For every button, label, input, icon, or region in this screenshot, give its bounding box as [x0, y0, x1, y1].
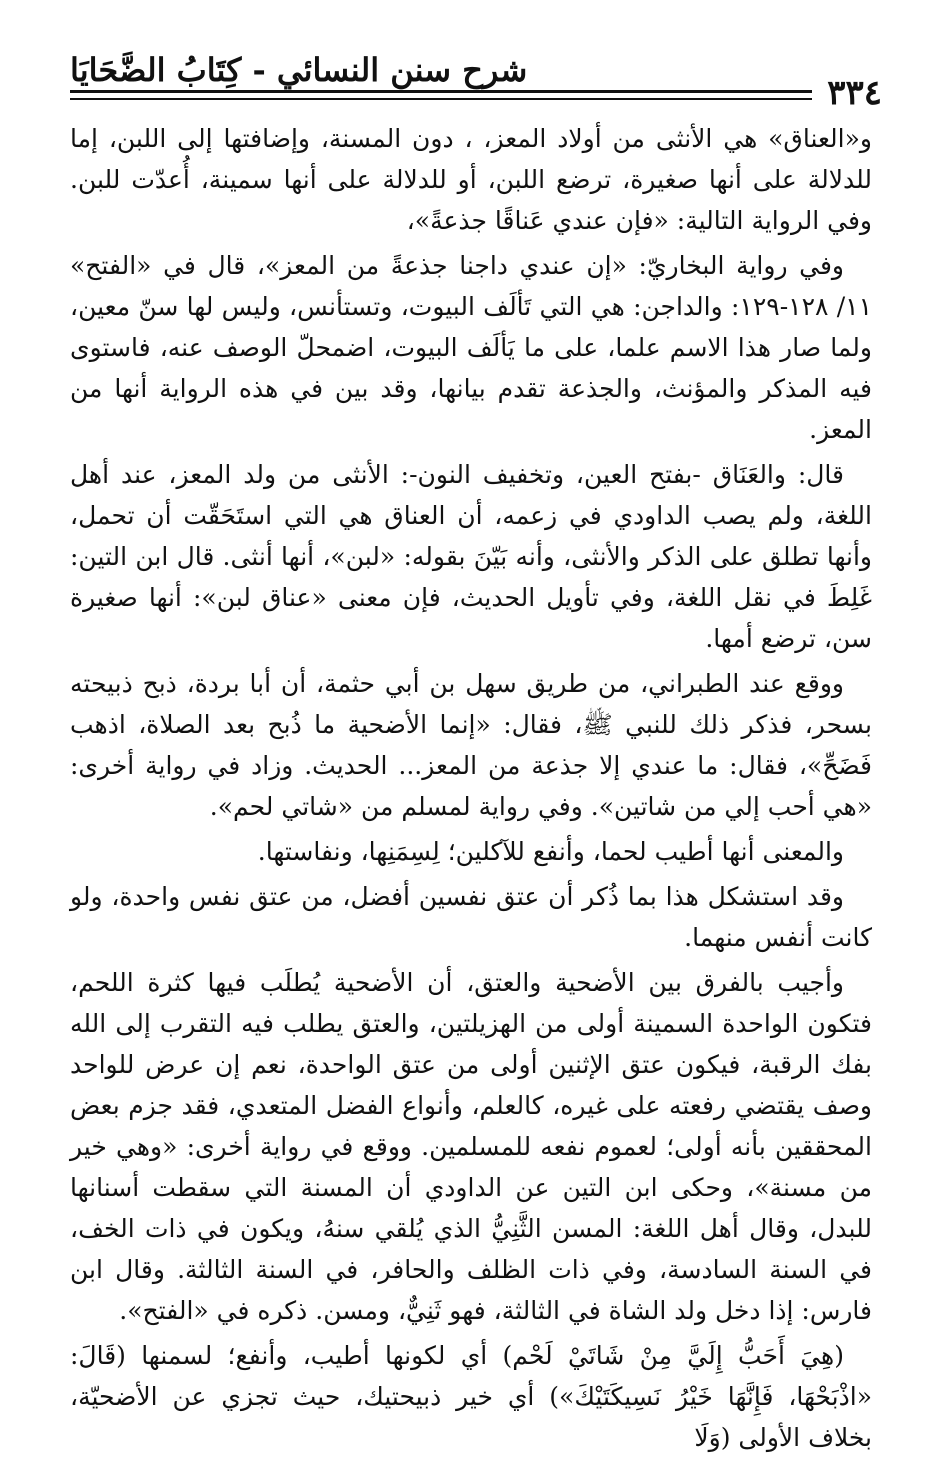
header-rule-bottom	[70, 98, 812, 100]
paragraph: وفي رواية البخاريّ: «إن عندي داجنا جذعةً من المعز»، قال في «الفتح» ١١/ ١٢٨-١٢٩: والداجن: هي التي تَألَف البيوت، وتستأنس، وليس لها سنّ معين، ولما صار هذا الاسم علما، على ما يَألَف البيوت، اضمحلّ الوصف عنه، فاستوى فيه المذكر والمؤنث، والجذعة تقدم بيانها، وقد بين في هذه الرواية أنها من المعز.	[70, 251, 873, 444]
paragraph: (هِيَ أَحَبُّ إِلَيَّ مِنْ شَاتَيْ لَحْم) أي لكونها أطيب، وأنفع؛ لسمنها (قَالَ: «اذْبَحْهَا، فَإِنَّهَا خَيْرُ نَسِيكَتَيْكَ») أي خير ذبيحتيك، حيث تجزي عن الأضحيّة، بخلاف الأولى (وَلَا	[70, 1341, 872, 1452]
page-body	[70, 118, 872, 1462]
running-title: شرح سنن النسائي - كِتَابُ الضَّحَايَا	[70, 51, 528, 89]
paragraph: ووقع عند الطبراني، من طريق سهل بن أبي حثمة، أن أبا بردة، ذبح ذبيحته بسحر، فذكر ذلك للنبي ﷺ، فقال: «إنما الأضحية ما ذُبح بعد الصلاة، اذهب فَضَحِّ»، فقال: ما عندي إلا جذعة من المعز... الحديث. وزاد في رواية أخرى: «هي أحب إلي من شاتين». وفي رواية لمسلم من «شاتي لحم».	[70, 669, 872, 821]
paragraph: و«العناق» هي الأنثى من أولاد المعز، ، دون المسنة، وإضافتها إلى اللبن، إما للدلالة على أنها صغيرة، ترضع اللبن، أو للدلالة على أنها سمينة، أُعدّت للبن. وفي الرواية التالية: «فإن عندي عَناقًا جذعةً»،	[70, 124, 872, 235]
paragraph: وأجيب بالفرق بين الأضحية والعتق، أن الأضحية يُطلَب فيها كثرة اللحم، فتكون الواحدة السمينة أولى من الهزيلتين، والعتق يطلب فيه التقرب إلى الله بفك الرقبة، فيكون عتق الإثنين أولى من عتق الواحدة، نعم إن عرض للواحد وصف يقتضي رفعته على غيره، كالعلم، وأنواع الفضل المتعدي، فقد جزم بعض المحققين بأنه أولى؛ لعموم نفعه للمسلمين. ووقع في رواية أخرى: «وهي خير من مسنة»، وحكى ابن التين عن الداودي أن المسنة التي سقطت أسنانها للبدل، وقال أهل اللغة: المسن الثَّنِيُّ الذي يُلقي سنهُ، ويكون في ذات الخف، في السنة السادسة، وفي ذات الظلف والحافر، في السنة الثالثة. وقال ابن فارس: إذا دخل ولد الشاة في الثالثة، فهو ثَنِيٌّ، ومسن. ذكره في «الفتح».	[70, 968, 872, 1325]
paragraph: قال: والعَنَاق -بفتح العين، وتخفيف النون-: الأنثى من ولد المعز، عند أهل اللغة، ولم يصب الداودي في زعمه، أن العناق هي التي استَحَقّت أن تحمل، وأنها تطلق على الذكر والأنثى، وأنه بَيّنَ بقوله: «لبن»، أنها أنثى. قال ابن التين: غَلِطَ في نقل اللغة، وفي تأويل الحديث، فإن معنى «عناق لبن»: أنها صغيرة سن، ترضع أمها.	[70, 460, 872, 653]
page-number: ٣٣٤	[827, 73, 882, 113]
header-rule-top	[70, 90, 812, 93]
paragraph: والمعنى أنها أطيب لحما، وأنفع للآكلين؛ لِسِمَنِها، ونفاستها.	[257, 837, 844, 866]
page-header	[70, 50, 882, 113]
paragraph: وقد استشكل هذا بما ذُكر أن عتق نفسين أفضل، من عتق نفس واحدة، ولو كانت أنفس منهما.	[70, 882, 872, 952]
